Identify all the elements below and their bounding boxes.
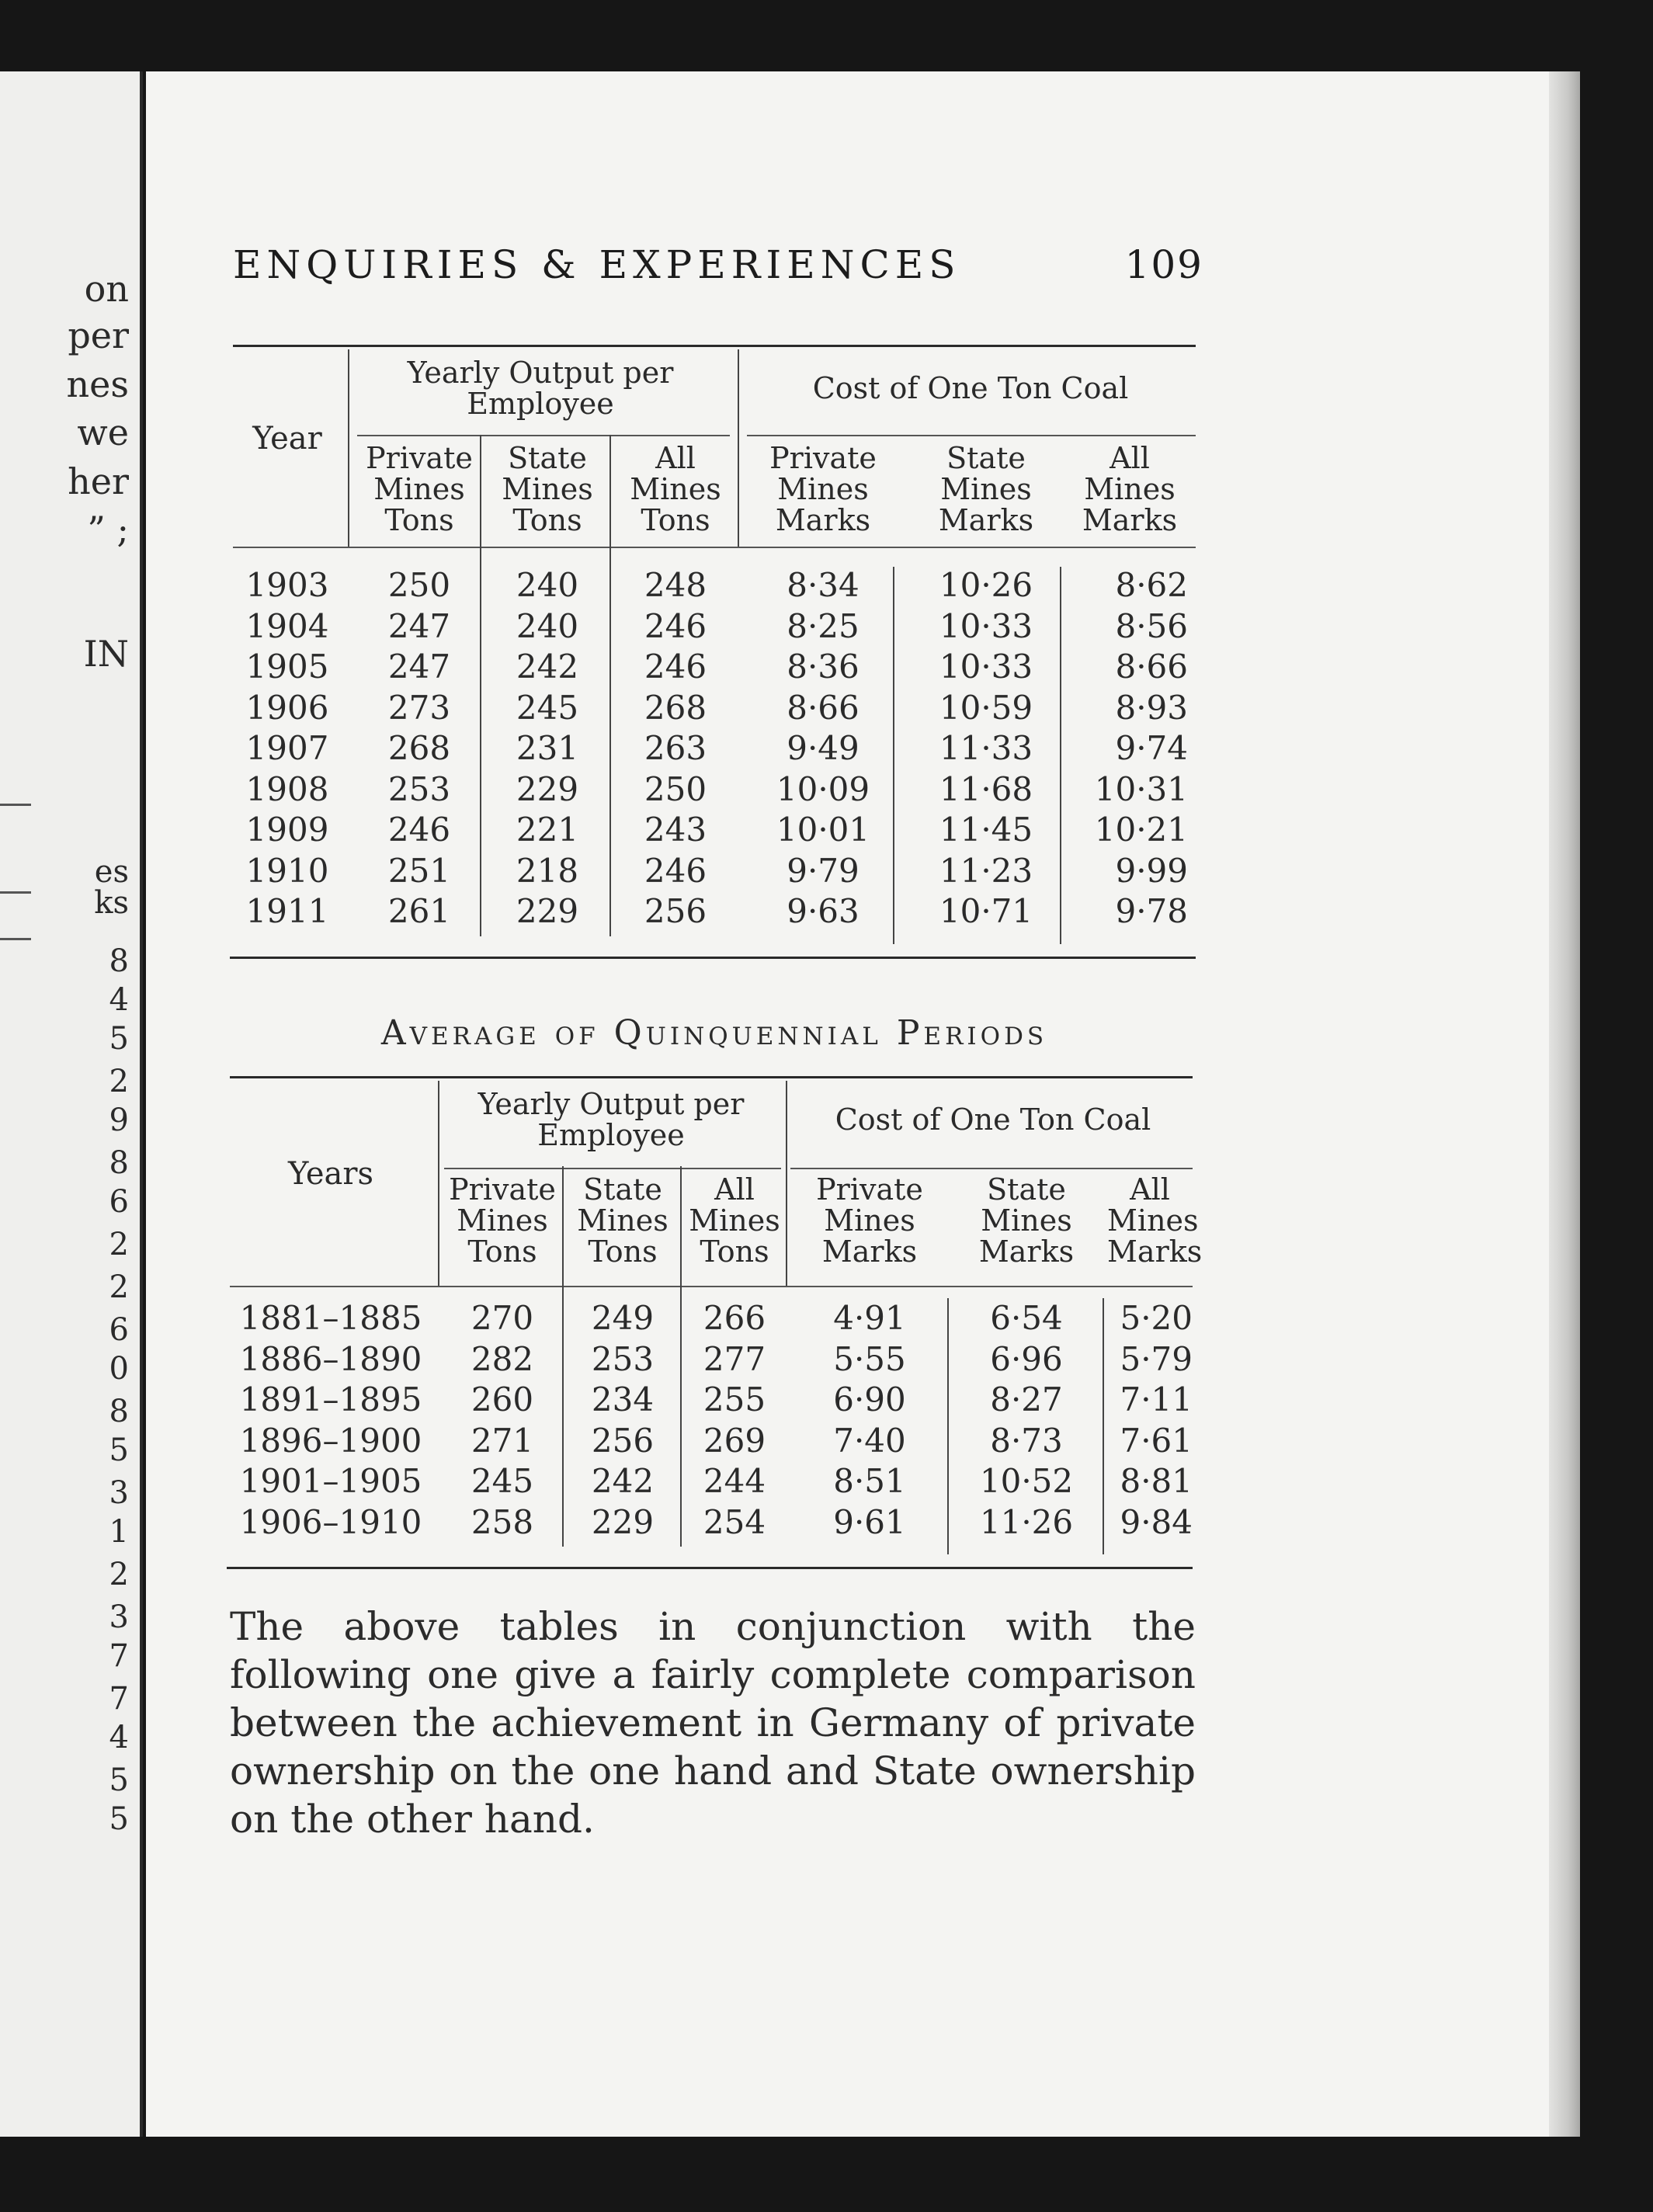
facing-page-text: per: [68, 314, 129, 356]
table-cell: 7·11: [1120, 1380, 1193, 1419]
row-period-label: 1911: [245, 892, 329, 930]
facing-page-text: her: [68, 460, 129, 502]
table-cell: 266: [703, 1299, 766, 1337]
column-header: All Mines Marks: [1082, 441, 1178, 537]
header-bottom-rule: [230, 1286, 1193, 1287]
column-header: State Mines Marks: [978, 1172, 1075, 1269]
table-cell: 270: [471, 1299, 534, 1337]
table-cell: 9·78: [1115, 892, 1188, 930]
table-cell: 231: [516, 729, 579, 767]
annual-table: [233, 342, 1196, 963]
table-cell: 260: [471, 1380, 534, 1419]
table-cell: 9·99: [1115, 851, 1188, 890]
table-cell: 255: [703, 1380, 766, 1419]
facing-page-text: 4: [109, 982, 129, 1018]
facing-page-text: ” ;: [87, 509, 129, 550]
group-rule: [357, 435, 730, 436]
facing-page-rule: [0, 891, 31, 894]
facing-page-text: 2: [109, 1227, 129, 1262]
column-divider: [680, 1166, 682, 1547]
table-cell: 8·93: [1115, 688, 1188, 727]
facing-page-text: 3: [109, 1599, 129, 1635]
table-cell: 256: [591, 1421, 655, 1460]
table-cell: 8·66: [787, 688, 859, 727]
table-cell: 229: [516, 892, 579, 930]
table-cell: 10·01: [776, 811, 870, 849]
facing-page-text: 2: [109, 1269, 129, 1305]
table-cell: 8·62: [1115, 566, 1188, 604]
table-cell: 246: [644, 851, 707, 890]
table-top-rule: [230, 1076, 1193, 1078]
table-cell: 273: [387, 688, 451, 727]
table-cell: 234: [591, 1380, 655, 1419]
table-cell: 246: [644, 606, 707, 645]
table-cell: 8·36: [787, 648, 859, 686]
table-cell: 268: [644, 688, 707, 727]
row-period-label: 1886–1890: [239, 1339, 422, 1378]
facing-page-text: ks: [94, 885, 129, 921]
facing-page-text: 5: [109, 1801, 129, 1837]
table-cell: 8·81: [1120, 1462, 1193, 1500]
group-rule: [790, 1168, 1193, 1169]
table-cell: 229: [591, 1502, 655, 1541]
table-cell: 221: [516, 811, 579, 849]
column-divider: [348, 349, 349, 547]
table-cell: 7·61: [1120, 1421, 1193, 1460]
running-head-title: ENQUIRIES & EXPERIENCES: [233, 242, 961, 287]
column-header: State Mines Tons: [577, 1172, 668, 1269]
table-cell: 11·68: [939, 769, 1033, 808]
row-period-label: 1910: [245, 851, 329, 890]
column-header: All Mines Tons: [689, 1172, 780, 1269]
column-header: All Mines Tons: [630, 441, 721, 537]
facing-page-text: 8: [109, 1394, 129, 1429]
column-divider: [786, 1081, 787, 1287]
table-cell: 242: [516, 648, 579, 686]
table-cell: 240: [516, 606, 579, 645]
table-cell: 10·09: [776, 769, 870, 808]
facing-page-text: we: [77, 411, 129, 453]
table-top-rule: [233, 345, 1196, 347]
table-cell: 254: [703, 1502, 766, 1541]
table-cell: 244: [703, 1462, 766, 1500]
table-cell: 5·20: [1120, 1299, 1193, 1337]
table-cell: 243: [644, 811, 707, 849]
table-cell: 250: [644, 769, 707, 808]
table-cell: 261: [387, 892, 451, 930]
table-cell: 218: [516, 851, 579, 890]
facing-page-text: 8: [109, 1145, 129, 1181]
facing-page-text: on: [84, 268, 129, 310]
facing-page-text: 5: [109, 1432, 129, 1468]
table-cell: 10·33: [939, 606, 1033, 645]
facing-page-text: 4: [109, 1720, 129, 1755]
group-rule: [444, 1168, 781, 1169]
column-divider: [1103, 1298, 1104, 1554]
facing-page-text: 6: [109, 1184, 129, 1220]
facing-page-rule: [0, 804, 31, 806]
table-cell: 268: [387, 729, 451, 767]
table-cell: 245: [516, 688, 579, 727]
facing-page-text: nes: [66, 363, 129, 405]
table-cell: 9·84: [1120, 1502, 1193, 1541]
table-cell: 6·90: [833, 1380, 906, 1419]
table-cell: 10·52: [979, 1462, 1074, 1500]
table-cell: 269: [703, 1421, 766, 1460]
column-divider: [609, 435, 611, 936]
header-bottom-rule: [233, 547, 1196, 548]
facing-page-text: IN: [83, 633, 129, 675]
table-cell: 9·61: [833, 1502, 906, 1541]
facing-page-text: 9: [109, 1103, 129, 1138]
table-cell: 247: [387, 648, 451, 686]
row-period-label: 1881–1885: [239, 1299, 422, 1337]
facing-page-text: 2: [109, 1064, 129, 1099]
table-cell: 6·96: [990, 1339, 1063, 1378]
running-head: [233, 242, 1203, 287]
facing-page-text: 1: [109, 1514, 129, 1550]
row-period-label: 1896–1900: [239, 1421, 422, 1460]
table-cell: 245: [471, 1462, 534, 1500]
table-cell: 9·49: [787, 729, 859, 767]
facing-page-text: 0: [109, 1351, 129, 1387]
output-group-header: Yearly Output per Employee: [407, 356, 674, 421]
facing-page-text: es: [94, 854, 129, 890]
row-period-label: 1904: [245, 606, 329, 645]
table-cell: 8·73: [990, 1421, 1063, 1460]
table-cell: 7·40: [833, 1421, 906, 1460]
table-cell: 246: [387, 811, 451, 849]
table-cell: 256: [644, 892, 707, 930]
year-header: Year: [252, 421, 322, 457]
facing-page-text: 2: [109, 1557, 129, 1592]
table-cell: 258: [471, 1502, 534, 1541]
output-group-header: Yearly Output per Employee: [477, 1087, 745, 1152]
table-cell: 240: [516, 566, 579, 604]
column-header: Private Mines Marks: [769, 441, 877, 537]
table-cell: 247: [387, 606, 451, 645]
averages-title: Average of Quinquennial Periods: [380, 1013, 1048, 1053]
column-header: State Mines Tons: [502, 441, 593, 537]
row-period-label: 1906–1910: [239, 1502, 422, 1541]
facing-page-text: 7: [109, 1681, 129, 1717]
table-cell: 9·63: [787, 892, 859, 930]
years-header: Years: [287, 1156, 374, 1192]
table-cell: 8·56: [1115, 606, 1188, 645]
table-cell: 8·51: [833, 1462, 906, 1500]
column-header: Private Mines Tons: [449, 1172, 556, 1269]
table-cell: 8·66: [1115, 648, 1188, 686]
table-cell: 8·27: [990, 1380, 1063, 1419]
table-cell: 10·71: [939, 892, 1033, 930]
facing-page-text: 6: [109, 1312, 129, 1348]
table-cell: 5·55: [833, 1339, 906, 1378]
row-period-label: 1907: [245, 729, 329, 767]
table-cell: 8·34: [787, 566, 859, 604]
table-cell: 11·23: [939, 851, 1033, 890]
table-bottom-rule: [230, 957, 1196, 959]
table-cell: 249: [591, 1299, 655, 1337]
row-period-label: 1908: [245, 769, 329, 808]
table-cell: 248: [644, 566, 707, 604]
facing-page-text: 7: [109, 1638, 129, 1674]
row-period-label: 1905: [245, 648, 329, 686]
row-period-label: 1903: [245, 566, 329, 604]
table-cell: 271: [471, 1421, 534, 1460]
table-cell: 250: [387, 566, 451, 604]
facing-page-edge: [0, 71, 143, 2137]
column-header: All Mines Marks: [1107, 1172, 1203, 1269]
table-cell: 282: [471, 1339, 534, 1378]
facing-page-text: 5: [109, 1762, 129, 1798]
row-period-label: 1891–1895: [239, 1380, 422, 1419]
table-cell: 9·74: [1115, 729, 1188, 767]
column-divider: [947, 1298, 949, 1554]
table-cell: 10·33: [939, 648, 1033, 686]
group-rule: [747, 435, 1196, 436]
row-period-label: 1909: [245, 811, 329, 849]
body-paragraph: The above tables in conjunction with the following one give a fairly complete comparison between the achievement in Germany of private ownership on the one hand and State ownership on the other hand.: [230, 1604, 1196, 1842]
page-number: 109: [1124, 242, 1203, 287]
column-header: Private Mines Marks: [816, 1172, 923, 1269]
table-cell: 10·26: [939, 566, 1033, 604]
table-cell: 242: [591, 1462, 655, 1500]
column-divider: [738, 349, 739, 547]
table-cell: 5·79: [1120, 1339, 1193, 1378]
column-divider: [438, 1081, 439, 1287]
table-bottom-rule: [227, 1567, 1193, 1569]
table-cell: 251: [387, 851, 451, 890]
facing-page-text: 8: [109, 943, 129, 979]
table-cell: 10·59: [939, 688, 1033, 727]
row-period-label: 1901–1905: [239, 1462, 422, 1500]
table-cell: 6·54: [990, 1299, 1063, 1337]
table-cell: 4·91: [833, 1299, 906, 1337]
table-cell: 9·79: [787, 851, 859, 890]
table-cell: 277: [703, 1339, 766, 1378]
row-period-label: 1906: [245, 688, 329, 727]
facing-page-rule: [0, 938, 31, 940]
table-cell: 253: [591, 1339, 655, 1378]
page-edge-shadow: [1549, 71, 1580, 2137]
table-cell: 246: [644, 648, 707, 686]
table-cell: 11·33: [939, 729, 1033, 767]
table-cell: 11·45: [939, 811, 1033, 849]
table-cell: 8·25: [787, 606, 859, 645]
table-cell: 10·31: [1094, 769, 1188, 808]
table-cell: 229: [516, 769, 579, 808]
facing-page-text: 5: [109, 1021, 129, 1057]
column-header: Private Mines Tons: [366, 441, 473, 537]
cost-group-header: Cost of One Ton Coal: [835, 1103, 1151, 1137]
column-header: State Mines Marks: [938, 441, 1034, 537]
facing-page-text: 3: [109, 1475, 129, 1511]
table-cell: 11·26: [979, 1502, 1074, 1541]
table-cell: 10·21: [1094, 811, 1188, 849]
table-cell: 253: [387, 769, 451, 808]
cost-group-header: Cost of One Ton Coal: [812, 371, 1129, 405]
quinquennial-table: [230, 1073, 1203, 1574]
table-cell: 263: [644, 729, 707, 767]
